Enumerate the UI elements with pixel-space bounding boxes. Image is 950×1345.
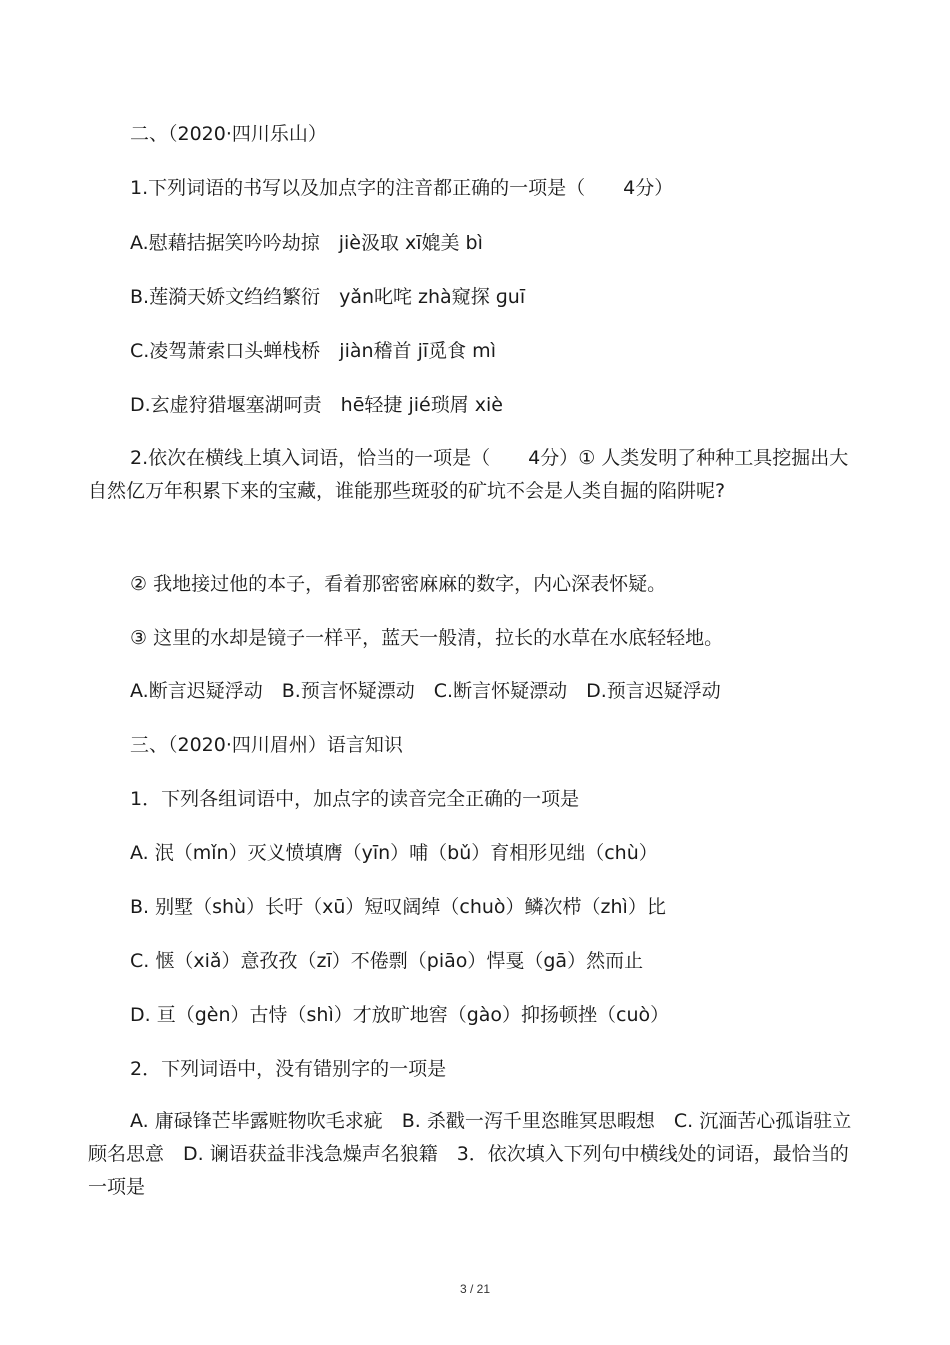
section-3-question-1-option-c: C. 惬（xiǎ）意孜孜（zī）不倦剽（piāo）悍戛（gā）然而止 xyxy=(130,950,644,972)
question-2-stem: 2.依次在横线上填入词语，恰当的一项是（ 4分）① 人类发明了种种工具挖掘出大自然亿万年积累下来的宝藏，谁能那些斑驳的矿坑不会是人类自掘的陷阱呢? xyxy=(88,447,849,502)
question-1-option-c: C.凌驾萧索口头蝉栈桥 jiàn稽首 jī觅食 mì xyxy=(130,340,496,362)
question-2-options: A.断言迟疑浮动 B.预言怀疑漂动 C.断言怀疑漂动 D.预言迟疑浮动 xyxy=(130,680,721,702)
question-2-item-3: ③ 这里的水却是镜子一样平，蓝天一般清，拉长的水草在水底轻轻地。 xyxy=(130,627,724,649)
question-1-option-b: B.莲漪天娇文绉绉繁衍 yǎn叱咤 zhà窥探 ɡuī xyxy=(130,286,526,308)
question-1-stem: 1.下列词语的书写以及加点字的注音都正确的一项是（ 4分） xyxy=(130,177,674,199)
section-3-question-1-option-b: B. 别墅（shù）长吁（xū）短叹阔绰（chuò）鳞次栉（zhì）比 xyxy=(130,896,666,918)
question-1-option-a: A.慰藉拮据笑吟吟劫掠 jiè汲取 xī媲美 bì xyxy=(130,232,483,254)
section-3-question-2-stem: 2．下列词语中，没有错别字的一项是 xyxy=(130,1058,447,1080)
section-3-question-1-option-a: A. 泯（mǐn）灭义愤填膺（yīn）哺（bǔ）育相形见绌（chù） xyxy=(130,842,658,864)
page-number: 3 / 21 xyxy=(459,1282,491,1296)
section-3-heading: 三、（2020·四川眉州）语言知识 xyxy=(130,734,403,756)
section-3-question-2-body: A. 庸碌锋芒毕露赃物吹毛求疵 B. 杀戳一泻千里恣睢冥思暇想 C. 沉湎苦心孤诣驻立顾名思意 D. 谰语获益非浅急燥声名狼籍 3．依次填入下列句中横线处的词语，最恰当的一项是 xyxy=(88,1110,852,1198)
question-1-option-d: D.玄虚狩猎堰塞湖呵责 hē轻捷 jié琐屑 xiè xyxy=(130,394,503,416)
section-2-heading: 二、（2020·四川乐山） xyxy=(130,123,327,145)
section-3-question-1-option-d: D. 亘（gèn）古恃（shì）才放旷地窖（gào）抑扬顿挫（cuò） xyxy=(130,1004,670,1026)
question-2-item-2: ② 我地接过他的本子，看着那密密麻麻的数字，内心深表怀疑。 xyxy=(130,573,667,595)
section-3-question-1-stem: 1．下列各组词语中，加点字的读音完全正确的一项是 xyxy=(130,788,580,810)
